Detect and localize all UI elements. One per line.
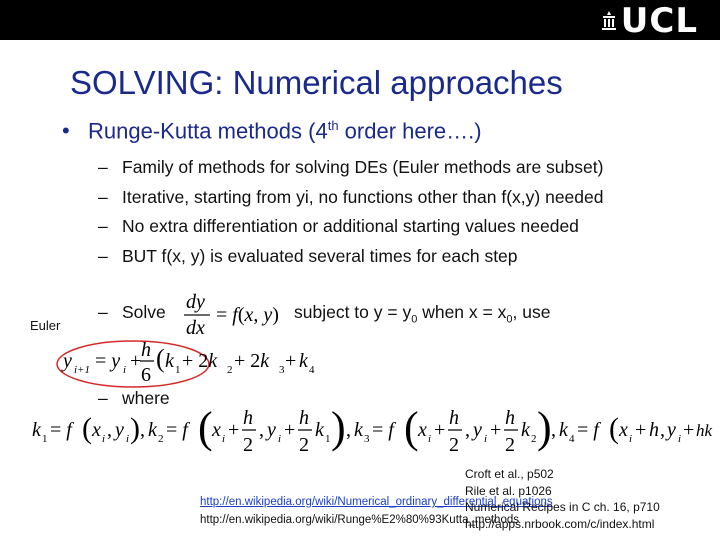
svg-text:,: ,: [107, 419, 112, 441]
svg-text:(: (: [156, 344, 165, 373]
svg-text:h: h: [243, 407, 253, 429]
dash: –: [98, 186, 108, 207]
svg-text:2: 2: [531, 433, 537, 445]
svg-text:= y: = y: [95, 350, 121, 372]
svg-text:h: h: [449, 407, 459, 429]
rk4-update-formula: [55, 336, 315, 388]
svg-text:i+1: i+1: [74, 364, 90, 376]
svg-text:k: k: [165, 350, 174, 372]
k-definitions-formula: [30, 398, 713, 464]
svg-text:y: y: [473, 419, 482, 441]
euler-label: Euler: [30, 318, 61, 333]
logo-text: UCL: [620, 1, 698, 41]
bullet-text-start: Runge-Kutta methods (4: [88, 118, 328, 144]
sub-bullet: [98, 212, 604, 242]
references: [465, 466, 660, 532]
svg-text:x: x: [92, 419, 101, 441]
svg-text:,: ,: [660, 419, 665, 441]
svg-text:+: +: [130, 350, 142, 372]
reference-item: Croft et al., p502: [465, 467, 554, 481]
svg-text:y: y: [63, 350, 72, 372]
svg-text:i: i: [222, 433, 226, 445]
svg-text:= f(x, y): = f(x, y): [216, 304, 279, 326]
svg-text:2: 2: [243, 434, 253, 456]
svg-text:h: h: [505, 407, 515, 429]
svg-text:x: x: [619, 419, 628, 441]
svg-text:2: 2: [449, 434, 459, 456]
subscript: 0: [411, 313, 418, 326]
svg-text:): ): [130, 412, 140, 445]
slide-title: SOLVING: Numerical approaches: [70, 64, 563, 101]
portico-icon: [601, 11, 617, 31]
wikipedia-rk-url: http://en.wikipedia.org/wiki/Runge%E2%80%93Kutta_methods: [200, 514, 519, 526]
sub-bullet-text: Iterative, starting from yi, no functions other than f(x,y) needed: [122, 186, 604, 207]
svg-text:): ): [537, 403, 552, 452]
subscript: 0: [506, 313, 513, 326]
svg-text:= f: = f: [166, 419, 188, 441]
reference-item: Rile et al. p1026: [465, 483, 552, 498]
bullet-text-end: order here….): [338, 118, 482, 144]
svg-text:+ 2k: + 2k: [234, 350, 270, 372]
svg-text:(: (: [404, 403, 419, 452]
svg-text:6: 6: [141, 364, 151, 386]
sub-bullet-text: Family of methods for solving DEs (Euler methods are subset): [122, 157, 604, 177]
svg-text:x: x: [418, 419, 427, 441]
svg-text:3: 3: [279, 364, 285, 376]
svg-text:h: h: [141, 339, 151, 361]
svg-text:+: +: [683, 419, 695, 441]
svg-text:,: ,: [346, 419, 351, 441]
bullet-superscript: th: [327, 118, 339, 133]
svg-text:+ 2k: + 2k: [182, 350, 218, 372]
svg-text:k: k: [559, 419, 568, 441]
svg-text:i: i: [678, 433, 682, 445]
dash: –: [98, 157, 108, 177]
subject-text-3: , use: [512, 302, 551, 322]
svg-text:k: k: [32, 419, 41, 441]
svg-text:k: k: [521, 419, 530, 441]
svg-text:i: i: [126, 433, 130, 445]
ucl-logo: [601, 1, 698, 41]
svg-text:,: ,: [259, 419, 264, 441]
reference-item: http://apps.nrbook.com/c/index.html: [465, 516, 655, 531]
svg-text:dx: dx: [186, 317, 205, 339]
sub-bullet: [98, 183, 604, 213]
dash: –: [98, 302, 108, 322]
svg-text:4: 4: [309, 364, 315, 376]
solve-label: Solve: [122, 302, 166, 322]
svg-text:2: 2: [505, 434, 515, 456]
svg-text:4: 4: [569, 433, 575, 445]
sub-bullet: [98, 242, 604, 272]
svg-text:,: ,: [140, 419, 145, 441]
svg-text:+: +: [228, 419, 240, 441]
svg-text:i: i: [278, 433, 282, 445]
svg-text:1: 1: [42, 433, 48, 445]
svg-text:k: k: [354, 419, 363, 441]
svg-text:i: i: [428, 433, 432, 445]
svg-text:+: +: [285, 350, 297, 372]
where-label: where: [122, 388, 170, 408]
svg-text:+: +: [635, 419, 647, 441]
svg-text:2: 2: [299, 434, 309, 456]
svg-text:2: 2: [227, 364, 233, 376]
svg-text:y: y: [667, 419, 676, 441]
svg-text:+: +: [284, 419, 296, 441]
svg-text:y: y: [115, 419, 124, 441]
svg-text:k: k: [315, 419, 324, 441]
svg-text:i: i: [123, 364, 127, 376]
svg-text:2: 2: [158, 433, 164, 445]
svg-text:(: (: [82, 412, 92, 445]
svg-text:3: 3: [364, 433, 370, 445]
header-bar: [0, 0, 720, 40]
svg-text:= f: = f: [372, 419, 394, 441]
svg-text:): ): [331, 403, 346, 452]
sub-bullet-text: No extra differentiation or additional starting values needed: [122, 216, 579, 236]
ode-equation: [182, 290, 292, 342]
svg-text:k: k: [299, 350, 308, 372]
dash: –: [98, 245, 108, 266]
svg-text:i: i: [484, 433, 488, 445]
svg-text:k: k: [148, 419, 157, 441]
svg-text:i: i: [102, 433, 106, 445]
initial-condition: [294, 302, 550, 326]
svg-text:= f: = f: [577, 419, 599, 441]
dash: –: [98, 216, 108, 236]
solve-line: [98, 302, 166, 323]
svg-text:,: ,: [551, 419, 556, 441]
svg-text:y: y: [267, 419, 276, 441]
subject-text-1: subject to y = y: [294, 302, 412, 322]
main-bullet: [62, 118, 482, 144]
subject-text-2: when x = x: [417, 302, 507, 322]
svg-text:i: i: [629, 433, 633, 445]
sub-bullet-list: [98, 153, 604, 271]
svg-text:= f: = f: [50, 419, 72, 441]
svg-text:1: 1: [175, 364, 181, 376]
svg-text:+: +: [434, 419, 446, 441]
reference-item: Numerical Recipes in C ch. 16, p710: [465, 500, 660, 514]
sub-bullet-text: BUT f(x, y) is evaluated several times for each step: [122, 245, 518, 266]
svg-text:(: (: [198, 403, 213, 452]
svg-text:x: x: [212, 419, 221, 441]
dash: –: [98, 388, 108, 408]
svg-text:hk: hk: [696, 421, 713, 440]
wikipedia-ode-link[interactable]: http://en.wikipedia.org/wiki/Numerical_ordinary_differential_equations: [200, 496, 553, 508]
svg-text:(: (: [609, 412, 619, 445]
sub-bullet: [98, 153, 604, 183]
svg-text:h: h: [649, 419, 659, 441]
svg-text:1: 1: [325, 433, 331, 445]
svg-text:h: h: [299, 407, 309, 429]
bullet-dot: •: [62, 118, 70, 144]
svg-text:,: ,: [465, 419, 470, 441]
svg-text:dy: dy: [186, 291, 205, 313]
svg-text:+: +: [490, 419, 502, 441]
